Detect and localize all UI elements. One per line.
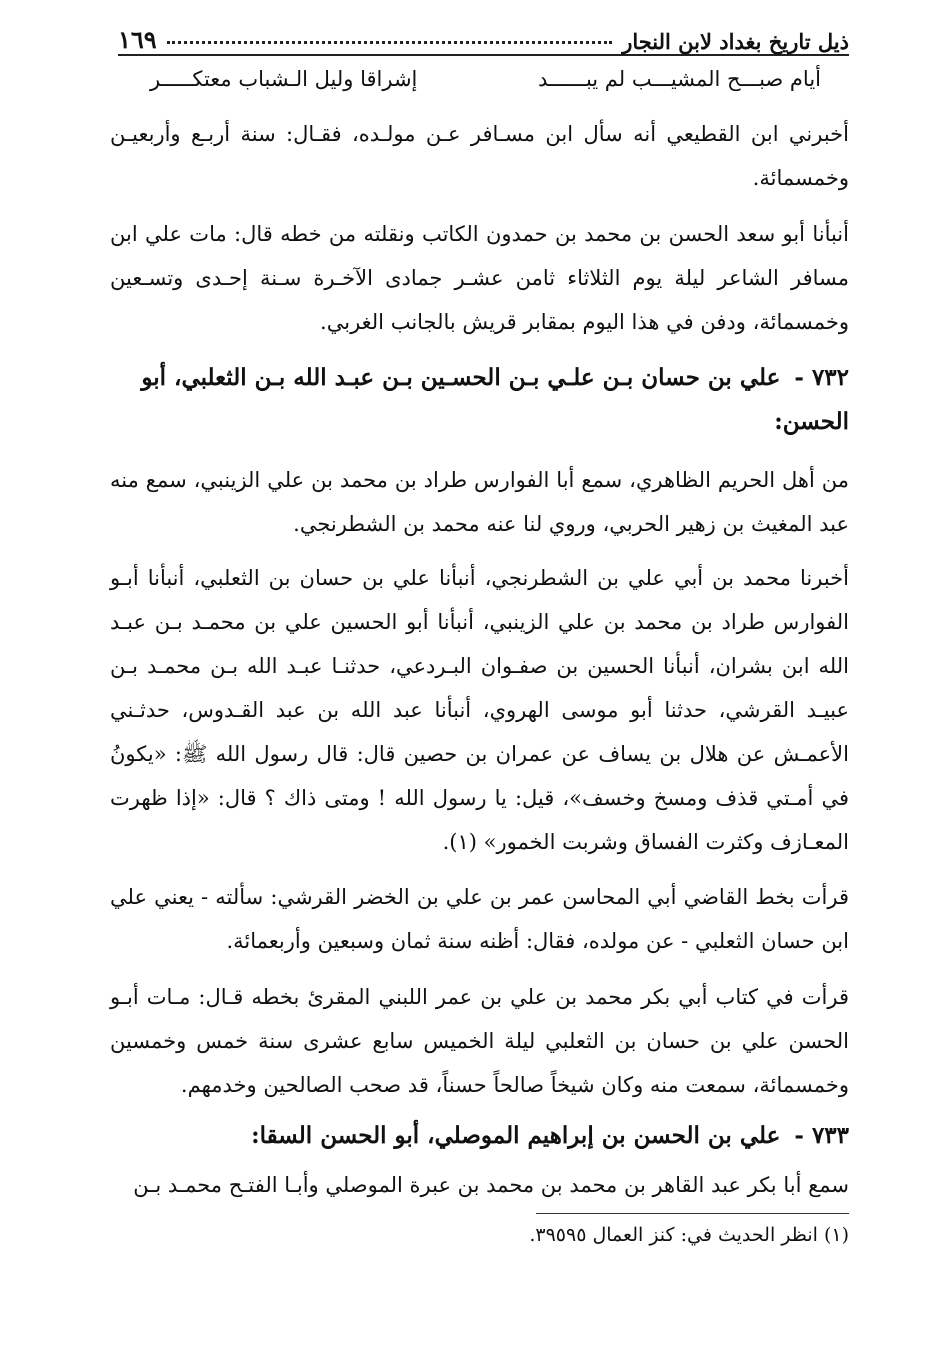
biography-entry-heading [110,356,849,444]
entry-name: علي بن الحسن بن إبراهيم الموصلي، أبو الحسن السقا: [251,1122,781,1149]
header-leader-dots [167,41,613,44]
paragraph: سمع أبا بكر عبد القاهر بن محمد بن محمد بن عبرة الموصلي وأبـا الفتـح محمـد بـن [133,1173,849,1197]
paragraph: من أهل الحريم الظاهري، سمع أبا الفوارس طراد بن محمد بن علي الزينبي، سمع منه عبد المغيث بن زهير الحربي، وروي لنا عنه محمد بن الشطرنجي. [110,468,849,536]
footnote-separator [536,1213,849,1214]
paragraph: أخبرنا محمد بن أبي علي بن الشطرنجي، أنبأنا علي بن حسان بن الثعلبي، أنبأنا أبـو الفوارس طراد بن محمد بن علي الزينبي، أنبأنا أبو الحسين علي بن محمـد بـن عبـد الله ابن بشران، أنبأنا الحسين بن صفـوان البـردعي، حدثنـا عبـد الله بـن محمـد بـن عبيـد القرشي، حدثنا أبو موسى الهروي، أنبأنا عبد الله بن عبد القـدوس، حدثـني الأعمـش عن هلال بن يساف عن عمران بن حصين قال: قال رسول الله ﷺ: «يكونُ في أمـتي قذف ومسخ وخسف»، قيل: يا رسول الله ! ومتى ذاك ؟ قال: «إذا ظهرت المعـازف وكثرت الفساق وشربت الخمور» (١). [110,566,849,854]
poem-verse [150,62,821,96]
book-title: ذيل تاريخ بغداد لابن النجار [622,29,849,54]
paragraph: أخبرني ابن القطيعي أنه سأل ابن مسـافر عـن مولـده، فقـال: سنة أربـع وأربعيـن وخمسمائة. [110,122,849,190]
running-header [118,14,849,56]
paragraph: قرأت بخط القاضي أبي المحاسن عمر بن علي بن الخضر القرشي: سألته - يعني علي ابن حسان الثعلبي - عن مولده، فقال: أظنه سنة ثمان وسبعين وأربعمائة. [110,885,849,953]
page-number: ١٦٩ [118,25,157,54]
verse-second-hemistich: إشراقا وليل الـشباب معتكـــــر [150,67,418,91]
entry-name: علي بن حسان بـن علـي بـن الحسـين بـن عبـد الله بـن الثعلبي، أبو الحسن: [141,364,849,435]
entry-number: ٧٣٢ - [794,364,849,391]
biography-entry-heading [110,1114,849,1158]
entry-number: ٧٣٣ - [794,1122,849,1149]
paragraph: أنبأنا أبو سعد الحسن بن محمد بن حمدون الكاتب ونقلته من خطه قال: مات علي ابن مسافر الشاعر ليلة يوم الثلاثاء ثامن عشـر جمادى الآخـرة سـنة إحـدى وتسـعين وخمسمائة، ودفن في هذا اليوم بمقابر قريش بالجانب الغربي. [110,222,849,334]
verse-first-hemistich: أيام صبـــح المشيـــب لم يبــــــد [538,67,821,91]
footnote: (١) انظر الحديث في: كنز العمال ٣٩٥٩٥. [529,1224,849,1246]
paragraph: قرأت في كتاب أبي بكر محمد بن علي بن عمر اللبني المقرئ بخطه قـال: مـات أبـو الحسن علي بن حسان بن الثعلبي ليلة الخميس سابع عشرى سنة خمس وخمسين وخمسمائة، سمعت منه وكان شيخاً صالحاً حسناً، قد صحب الصالحين وخدمهم. [110,985,849,1097]
